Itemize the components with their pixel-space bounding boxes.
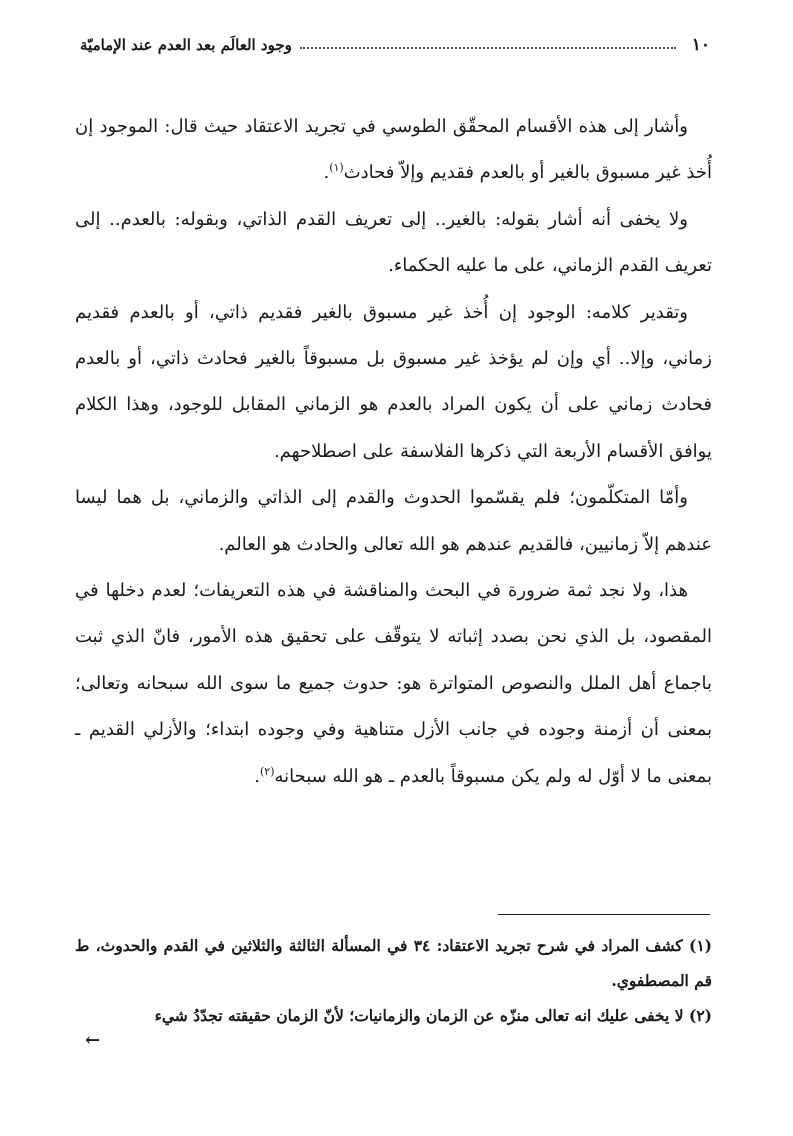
paragraph: وأمّا المتكلّمون؛ فلم يقسّموا الحدوث والقدم إلى الذاتي والزماني، بل هما ليسا عندهم إلاّ زمانيين، فالقديم عندهم هو الله تعالى والحادث هو العالم.	[75, 487, 712, 555]
main-text	[75, 104, 712, 800]
page-number: ١٠	[691, 35, 710, 55]
header-dot-leader	[300, 47, 676, 49]
running-title: وجود العالَم بعد العدم عند الإماميّة	[80, 36, 292, 54]
footnote: (٢) لا يخفى عليك انه تعالى منزّه عن الزمان والزمانيات؛ لأنّ الزمان حقيقته تجدّدُ شيء	[154, 1006, 712, 1025]
paragraph: هذا، ولا نجد ثمة ضرورة في البحث والمناقشة في هذه التعريفات؛ لعدم دخلها في المقصود، بل الذي نحن بصدد إثباته لا يتوقّف على تحقيق هذه الأمور، فانّ الذي ثبت باجماع أهل الملل والنصوص المتواترة هو: حدوث جميع ما سوى الله سبحانه وتعالى؛ بمعنى أن أزمنة وجوده في جانب الأزل متناهية وفي وجوده ابتداء؛ والأزلي القديم ـ بمعنى ما لا أوّل له ولم يكن مسبوقاً بالعدم ـ هو الله سبحانه$^{(٢)}$.	[75, 580, 712, 787]
footnote-marker: (٢)	[688, 1006, 712, 1025]
paragraph: وأشار إلى هذه الأقسام المحقّق الطوسي في تجريد الاعتقاد حيث قال: الموجود إن أُخذ غير مسبوق بالغير أو بالعدم فقديم وإلاّ فحادث$^{(١)}$.	[75, 116, 712, 184]
footnotes	[75, 928, 712, 1033]
paragraph: وتقدير كلامه: الوجود إن أُخذ غير مسبوق بالغير فقديم ذاتي، أو بالعدم فقديم زماني، وإلا.. أي وإن لم يؤخذ غير مسبوق بل مسبوقاً بالغير فحادث ذاتي، أو بالعدم فحادث زماني على أن يكون المراد بالعدم هو الزماني المقابل للوجود، وهذا الكلام يوافق الأقسام الأربعة التي ذكرها الفلاسفة على اصطلاحهم.	[75, 301, 712, 462]
footnote-ref: (١)	[329, 161, 344, 175]
footnote: (١) كشف المراد في شرح تجريد الاعتقاد: ٣٤ في المسألة الثالثة والثلاثين في القدم والحدوث، ط قم المصطفوي.	[75, 936, 712, 990]
running-header	[80, 30, 710, 60]
footnote-ref: (٢)	[259, 764, 275, 778]
footnote-marker: (١)	[688, 936, 712, 955]
continuation-arrow-icon: ←	[85, 1030, 101, 1051]
paragraph: ولا يخفى أنه أشار بقوله: بالغير.. إلى تعريف القدم الذاتي، وبقوله: بالعدم.. إلى تعريف القدم الزماني، على ما عليه الحكماء.	[75, 208, 712, 277]
footnote-separator	[498, 914, 710, 915]
